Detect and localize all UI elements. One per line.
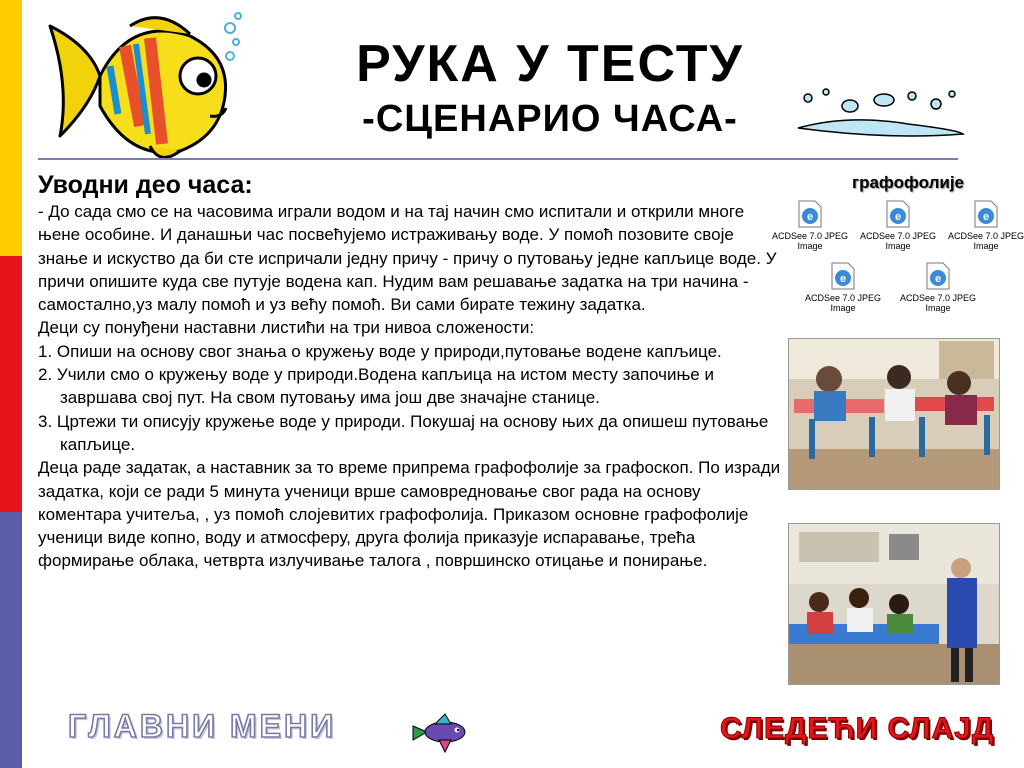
transparencies-label: графофолије xyxy=(852,173,964,192)
file-icon-5[interactable] xyxy=(893,262,983,313)
main-menu-button[interactable]: ГЛАВНИ МЕНИ xyxy=(68,708,337,744)
svg-text:e: e xyxy=(894,211,902,223)
image-file-icon xyxy=(796,200,824,228)
classroom-photo-1 xyxy=(788,338,1000,490)
image-file-icon xyxy=(829,262,857,290)
title-divider xyxy=(38,158,958,160)
small-fish-icon xyxy=(405,708,475,756)
closing-paragraph: Деца раде задатак, а наставник за то време припрема графофолије за графоскоп. По изради задатка, који се ради 5 минута ученици врше самовредновање свог рада на основу коментара учитеља, , уз помоћ слојевитих графофолија. Приказом основне графофолије ученици виде копно, воду и атмосферу, друга фолија приказује испаравање, трећа формирање облака, четврта излучивање талога , површинско отицање и понирање. xyxy=(38,458,781,571)
task-item-3: 3. Цртежи ти описују кружење воде у природи. Покушај на основу њих да опишеш путовање капљице. xyxy=(38,411,769,454)
intro-paragraph: - До сада смо се на часовима играли водом и на тај начин смо испитали и открили многе њене особине. И данашњи час посвећујемо истраживању воде. У помоћ позовите своје знање и искуство да би сте испричали једну причу - причу о путовању једне капљице воде. У причи опишите куда све путује водена кап. Нудим вам решавање задатка на три начина - самостално,уз малу помоћ и уз већу помоћ. Ви сами бирате тежину задатка. xyxy=(38,202,777,315)
file-icon-4[interactable] xyxy=(798,262,888,313)
file-icon-2[interactable] xyxy=(853,200,943,251)
file-label: ACDSee 7.0 JPEG Image xyxy=(859,231,937,251)
classroom-photo-2 xyxy=(788,523,1000,685)
fish-illustration xyxy=(30,6,250,166)
svg-text:e: e xyxy=(806,211,814,223)
task-item-2: 2. Учили смо о кружењу воде у природи.Водена капљица на истом месту започиње и завршава свој пут. На свом путовању има још две значајне станице. xyxy=(38,365,714,408)
image-file-icon xyxy=(884,200,912,228)
file-label: ACDSee 7.0 JPEG Image xyxy=(899,293,977,313)
task-item-1: 1. Опиши на основу свог знања о кружењу воде у природи,путовање водене капљице. xyxy=(38,341,722,361)
page-subtitle: -СЦЕНАРИО ЧАСА- xyxy=(362,98,738,140)
image-file-icon xyxy=(924,262,952,290)
file-icon-1[interactable] xyxy=(765,200,855,251)
levels-intro: Деци су понуђени наставни листићи на три нивоа сложености: xyxy=(38,318,535,338)
page-title: РУКА У ТЕСТУ xyxy=(356,35,744,93)
side-stripe-yellow xyxy=(0,0,22,256)
next-slide-button[interactable]: СЛЕДЕЋИ СЛАЈД xyxy=(720,712,995,745)
file-label: ACDSee 7.0 JPEG Image xyxy=(804,293,882,313)
file-icon-3[interactable] xyxy=(941,200,1024,251)
svg-text:e: e xyxy=(934,273,942,285)
file-label: ACDSee 7.0 JPEG Image xyxy=(771,231,849,251)
section-heading: Уводни део часа: xyxy=(38,171,253,199)
classroom-photo-2-art xyxy=(789,524,999,684)
lesson-text xyxy=(38,170,782,573)
svg-text:e: e xyxy=(982,211,990,223)
side-stripe-blue xyxy=(0,512,22,768)
classroom-photo-1-art xyxy=(789,339,999,489)
side-stripe-red xyxy=(0,256,22,512)
image-file-icon xyxy=(972,200,1000,228)
svg-text:e: e xyxy=(839,273,847,285)
water-splash-illustration xyxy=(788,84,968,140)
file-label: ACDSee 7.0 JPEG Image xyxy=(947,231,1024,251)
